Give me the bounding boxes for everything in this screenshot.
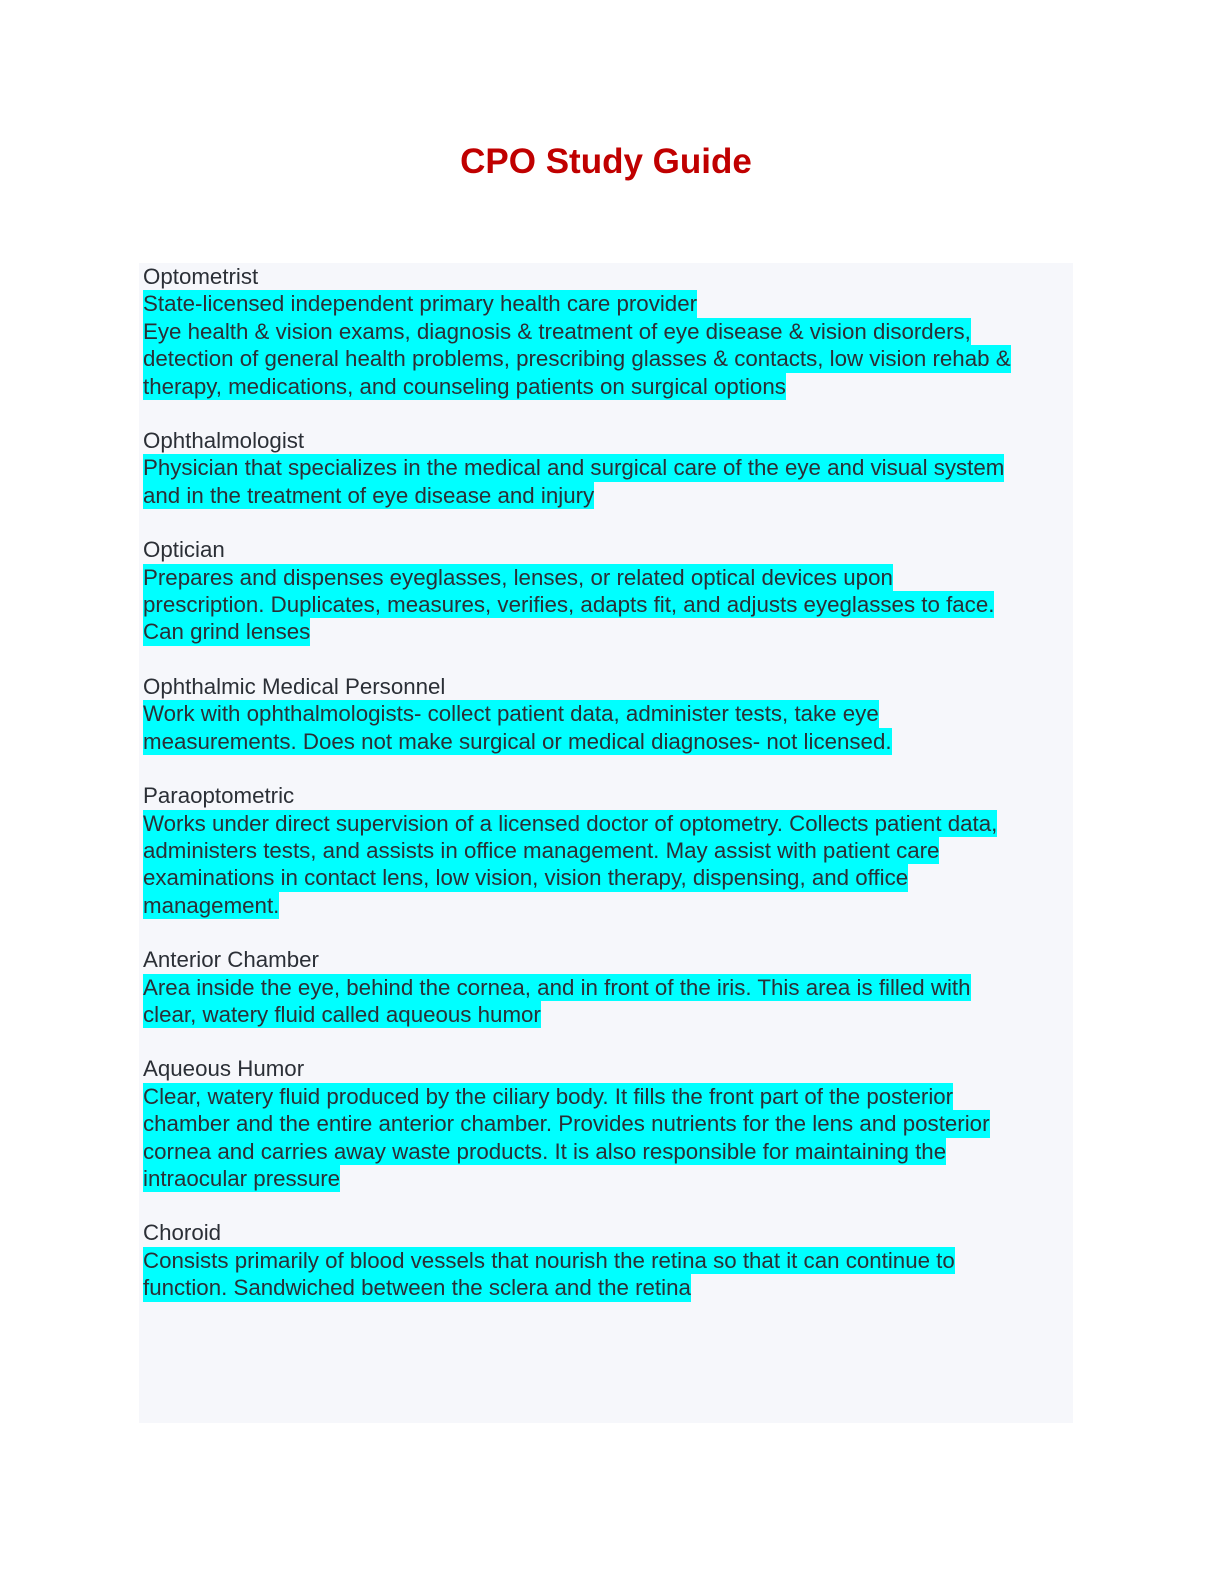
definition-line: intraocular pressure xyxy=(143,1165,341,1191)
document-title: CPO Study Guide xyxy=(460,142,752,181)
definition-line: function. Sandwiched between the sclera and the retina xyxy=(143,1275,691,1301)
definition xyxy=(143,290,1073,400)
definition-line: chamber and the entire anterior chamber. Provides nutrients for the lens and posterior xyxy=(143,1111,990,1137)
definition-line: clear, watery fluid called aqueous humor xyxy=(143,1001,541,1027)
definition xyxy=(143,454,1073,509)
definition xyxy=(143,700,1073,755)
term-label: Anterior Chamber xyxy=(143,947,319,973)
definition xyxy=(143,564,1073,646)
term-label: Optician xyxy=(143,537,225,563)
definition-line: prescription. Duplicates, measures, verifies, adapts fit, and adjusts eyeglasses to face. xyxy=(143,592,995,618)
term-label: Choroid xyxy=(143,1220,222,1246)
definition-line: Clear, watery fluid produced by the ciliary body. It fills the front part of the posterior xyxy=(143,1083,954,1109)
definition-line: Can grind lenses xyxy=(143,619,311,645)
definition-line: Area inside the eye, behind the cornea, and in front of the iris. This area is filled with xyxy=(143,974,971,1000)
definition xyxy=(143,1247,1073,1302)
definition-line: therapy, medications, and counseling patients on surgical options xyxy=(143,373,786,399)
entry-anterior-chamber xyxy=(143,946,1073,1028)
entry-aqueous-humor xyxy=(143,1055,1073,1192)
definition-line: cornea and carries away waste products. It is also responsible for maintaining the xyxy=(143,1138,947,1164)
entry-optometrist xyxy=(143,263,1073,400)
definition-line: administers tests, and assists in office management. May assist with patient care xyxy=(143,837,940,863)
definition-line: Work with ophthalmologists- collect patient data, administer tests, take eye xyxy=(143,701,879,727)
definition-line: Prepares and dispenses eyeglasses, lenses, or related optical devices upon xyxy=(143,564,893,590)
definition-line: Consists primarily of blood vessels that nourish the retina so that it can continue to xyxy=(143,1247,955,1273)
term-label: Ophthalmic Medical Personnel xyxy=(143,673,446,699)
definition-line: and in the treatment of eye disease and injury xyxy=(143,482,595,508)
term-label: Ophthalmologist xyxy=(143,428,305,454)
definition-line: Physician that specializes in the medical and surgical care of the eye and visual system xyxy=(143,455,1005,481)
definition-line: detection of general health problems, prescribing glasses & contacts, low vision rehab & xyxy=(143,346,1011,372)
entry-optician xyxy=(143,536,1073,646)
term-label: Aqueous Humor xyxy=(143,1056,305,1082)
study-content xyxy=(143,263,1073,1329)
definition-line: examinations in contact lens, low vision, vision therapy, dispensing, and office xyxy=(143,865,909,891)
entry-ophthalmologist xyxy=(143,427,1073,509)
term-label: Optometrist xyxy=(143,264,259,289)
definition-line: Works under direct supervision of a licensed doctor of optometry. Collects patient data, xyxy=(143,810,998,836)
term-label: Paraoptometric xyxy=(143,783,295,809)
definition-line: measurements. Does not make surgical or medical diagnoses- not licensed. xyxy=(143,728,892,754)
definition xyxy=(143,974,1073,1029)
entry-ophthalmic-medical-personnel xyxy=(143,673,1073,755)
definition xyxy=(143,1083,1073,1193)
definition-line: Eye health & vision exams, diagnosis & treatment of eye disease & vision disorders, xyxy=(143,318,971,344)
definition-line: management. xyxy=(143,892,280,918)
entry-paraoptometric xyxy=(143,782,1073,919)
definition-line: State-licensed independent primary health care provider xyxy=(143,291,698,317)
definition xyxy=(143,810,1073,920)
entry-choroid xyxy=(143,1219,1073,1301)
